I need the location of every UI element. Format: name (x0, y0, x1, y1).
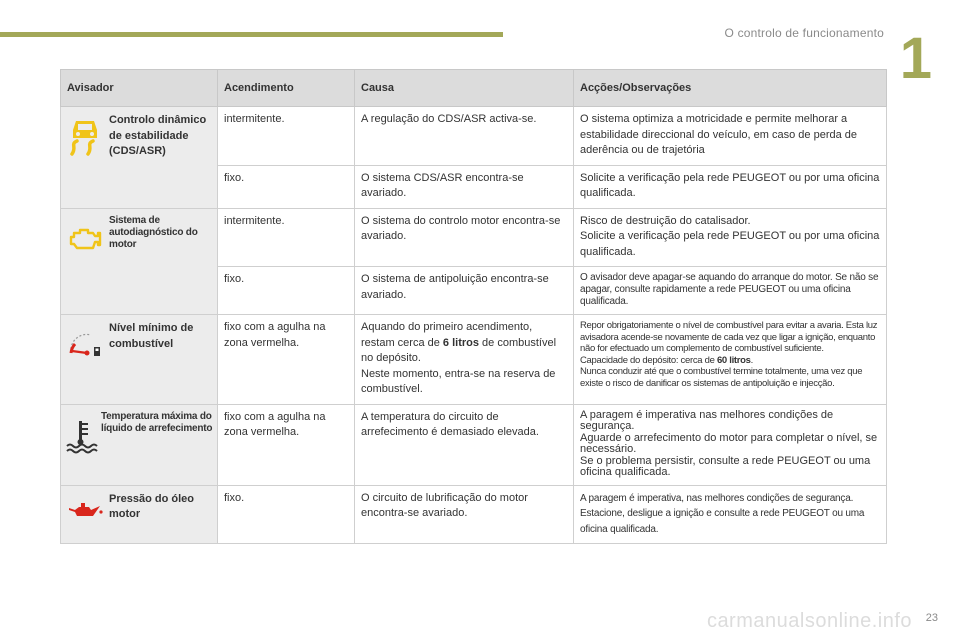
column-header-lighting: Acendimento (218, 70, 355, 107)
cause-text-part: de combustível no depósito. (361, 336, 557, 364)
action-cell: Solicite a verificação pela rede PEUGEOT ou por uma oficina qualificada. (574, 165, 887, 208)
warning-label: Pressão do óleo motor (109, 492, 194, 520)
action-line: A paragem é imperativa, nas melhores condições de segurança. (580, 492, 854, 504)
table-row (61, 208, 887, 267)
cause-cell (355, 315, 574, 405)
action-line: A paragem é imperativa nas melhores condições de segurança. (580, 408, 834, 432)
cause-text-part: Aquando do primeiro acendimento, restam cerca de (361, 321, 533, 349)
lighting-cell: fixo. (218, 165, 355, 208)
warning-cell (61, 404, 218, 485)
cause-cell: O sistema CDS/ASR encontra-se avariado. (355, 165, 574, 208)
cause-cell: A regulação do CDS/ASR activa-se. (355, 107, 574, 166)
coolant-temperature-icon (63, 415, 99, 455)
engine-check-icon (67, 219, 103, 259)
action-line: Aguarde o arrefecimento do motor para completar o nível, se necessário. (580, 431, 878, 455)
section-title: O controlo de funcionamento (724, 26, 884, 40)
action-cell (574, 208, 887, 267)
action-line: Se o problema persistir, consulte a rede PEUGEOT ou uma oficina qualificada. (580, 454, 871, 478)
warning-cell (61, 485, 218, 544)
warning-label: Sistema de autodiagnóstico do motor (109, 214, 198, 250)
action-paragraph (580, 355, 880, 367)
action-cell (574, 315, 887, 405)
chapter-number: 1 (899, 26, 932, 91)
action-line: Solicite a verificação pela rede PEUGEOT ou por uma oficina qualificada. (580, 230, 880, 258)
lighting-cell: fixo com a agulha na zona vermelha. (218, 404, 355, 485)
column-header-warning: Avisador (61, 70, 218, 107)
action-cell (574, 485, 887, 544)
tank-capacity-value: 60 litros (716, 354, 751, 366)
stability-control-icon (67, 117, 103, 157)
page-number: 23 (925, 612, 938, 624)
warning-cell (61, 315, 218, 405)
table-row (61, 315, 887, 405)
action-paragraph: Repor obrigatoriamente o nível de combustível para evitar a avaria. Esta luz avisadora acende-se novamente de cada vez que ligar a ignição, enquanto não for efectuado um complemento de combustível suficiente. (580, 320, 878, 354)
action-line: Risco de destruição do catalisador. (580, 214, 751, 227)
fuel-gauge-icon (67, 325, 103, 365)
header-accent-bar (0, 32, 503, 37)
table-row (61, 107, 887, 166)
warning-lights-table (60, 69, 887, 544)
cause-cell: A temperatura do circuito de arrefecimento é demasiado elevada. (355, 404, 574, 485)
warning-label: Controlo dinâmico de estabilidade (CDS/ASR) (109, 114, 207, 157)
action-text-part: Capacidade do depósito: cerca de (580, 354, 717, 366)
lighting-cell: fixo. (218, 267, 355, 315)
warning-label: Temperatura máxima do líquido de arrefecimento (101, 410, 213, 434)
lighting-cell: intermitente. (218, 208, 355, 267)
cause-cell: O sistema do controlo motor encontra-se avariado. (355, 208, 574, 267)
action-line: Estacione, desligue a ignição e consulte a rede PEUGEOT ou uma oficina qualificada. (580, 508, 865, 535)
lighting-cell: intermitente. (218, 107, 355, 166)
warning-cell (61, 107, 218, 209)
fuel-litres-value: 6 litros (442, 336, 479, 349)
cause-cell: O sistema de antipoluição encontra-se avariado. (355, 267, 574, 315)
cause-cell: O circuito de lubrificação do motor encontra-se avariado. (355, 485, 574, 544)
oil-pressure-icon (67, 496, 103, 526)
action-paragraph: Nunca conduzir até que o combustível termine totalmente, uma vez que existe o risco de danificar os sistemas de antipoluição e injecção. (580, 366, 863, 389)
lighting-cell: fixo com a agulha na zona vermelha. (218, 315, 355, 405)
table-row (61, 485, 887, 544)
action-cell (574, 404, 887, 485)
warning-cell (61, 208, 218, 315)
table-header-row (61, 70, 887, 107)
watermark: carmanualsonline.info (706, 610, 912, 632)
column-header-cause: Causa (355, 70, 574, 107)
column-header-actions: Acções/Observações (574, 70, 887, 107)
action-cell: O avisador deve apagar-se aquando do arranque do motor. Se não se apagar, consulte rapidamente a rede PEUGEOT ou uma oficina qualificada. (574, 267, 887, 315)
cause-text (361, 320, 567, 367)
lighting-cell: fixo. (218, 485, 355, 544)
action-cell: O sistema optimiza a motricidade e permite melhorar a estabilidade direccional do veículo, em caso de perda de aderência ou de trajetória (574, 107, 887, 166)
action-text-part: . (750, 354, 754, 366)
cause-line: Neste momento, entra-se na reserva de combustível. (361, 367, 556, 395)
table-row (61, 404, 887, 485)
warning-label: Nível mínimo de combustível (109, 322, 194, 350)
